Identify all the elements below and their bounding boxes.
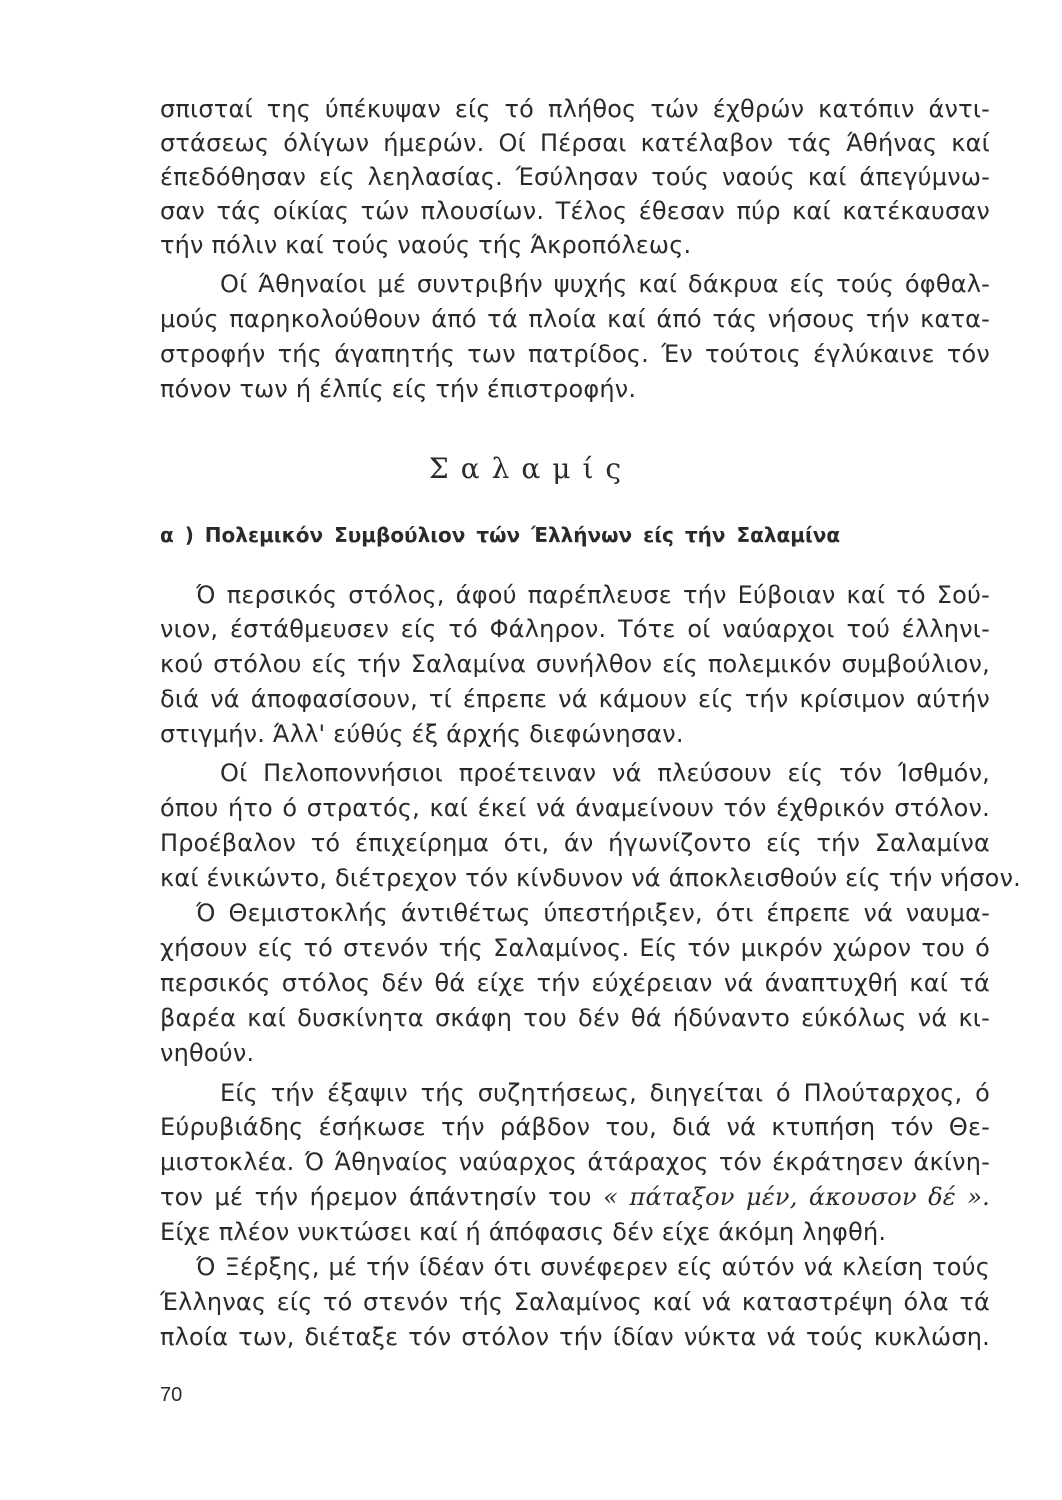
text-line: τήν πόλιν καί τούς ναούς τής Άκροπόλεως. xyxy=(160,231,692,259)
text-line: Έλληνας είς τό στενόν τής Σαλαμίνος καί νά καταστρέψη όλα τά xyxy=(160,1288,990,1316)
text-line: όπου ήτο ό στρατός, καί έκεί νά άναμείνουν τόν έχθρικόν στόλον. xyxy=(160,794,990,822)
text-line: στάσεως όλίγων ήμερών. Οί Πέρσαι κατέλαβον τάς Άθήνας καί xyxy=(160,129,990,157)
text-line: Ό Ξέρξης, μέ τήν ίδέαν ότι συνέφερεν είς αύτόν νά κλείση τούς xyxy=(196,1253,990,1281)
text-line: πόνον των ή έλπίς είς τήν έπιστροφήν. xyxy=(160,375,637,403)
text-line: μιστοκλέα. Ό Άθηναίος ναύαρχος άτάραχος τόν έκράτησεν άκίνη- xyxy=(160,1148,990,1176)
text-line xyxy=(160,1180,990,1214)
text-line: Προέβαλον τό έπιχείρημα ότι, άν ήγωνίζοντο είς τήν Σαλαμίνα xyxy=(160,829,990,857)
text-line: χήσουν είς τό στενόν τής Σαλαμίνος. Είς τόν μικρόν χώρον του ό xyxy=(160,934,990,962)
text-line: περσικός στόλος δέν θά είχε τήν εύχέρειαν νά άναπτυχθή καί τά xyxy=(160,969,990,997)
text-line: Είς τήν έξαψιν τής συζητήσεως, διηγείται ό Πλούταρχος, ό xyxy=(220,1079,990,1107)
text-line: σαν τάς οίκίας τών πλουσίων. Τέλος έθεσαν πύρ καί κατέκαυσαν xyxy=(160,197,990,225)
text-line: Είχε πλέον νυκτώσει καί ή άπόφασις δέν είχε άκόμη ληφθή. xyxy=(160,1218,887,1246)
text-line: νιον, έστάθμευσεν είς τό Φάληρον. Τότε οί ναύαρχοι τού έλληνι- xyxy=(160,615,990,643)
text-line: Εύρυβιάδης έσήκωσε τήν ράβδον του, διά νά κτυπήση τόν Θε- xyxy=(160,1113,990,1141)
page-number: 70 xyxy=(160,1384,183,1406)
text-segment: τον μέ τήν ήρεμον άπάντησίν του xyxy=(160,1183,592,1211)
text-line: στιγμήν. Άλλ' εύθύς έξ άρχής διεφώνησαν. xyxy=(160,720,684,748)
subsection-title: α ) Πολεμικόν Συμβούλιον τών Έλλήνων είς τήν Σαλαμίνα xyxy=(160,523,841,547)
text-line: βαρέα καί δυσκίνητα σκάφη του δέν θά ήδύναντο εύκόλως νά κι- xyxy=(160,1004,990,1032)
text-line: Ό Θεμιστοκλής άντιθέτως ύπεστήριξεν, ότι έπρεπε νά ναυμα- xyxy=(196,899,990,927)
text-line: Ό περσικός στόλος, άφού παρέπλευσε τήν Εύβοιαν καί τό Σού- xyxy=(196,581,990,609)
text-line: πλοία των, διέταξε τόν στόλον τήν ίδίαν νύκτα νά τούς κυκλώση. xyxy=(160,1323,990,1351)
section-title: Σαλαμίς xyxy=(428,452,634,485)
text-line: Οί Πελοποννήσιοι προέτειναν νά πλεύσουν είς τόν Ίσθμόν, xyxy=(220,759,990,787)
text-line: νηθούν. xyxy=(160,1039,255,1067)
text-line: σπισταί της ύπέκυψαν είς τό πλήθος τών έχθρών κατόπιν άντι- xyxy=(160,95,990,123)
text-line: στροφήν τής άγαπητής των πατρίδος. Έν τούτοις έγλύκαινε τόν xyxy=(160,340,990,368)
text-line: καί ένικώντο, διέτρεχον τόν κίνδυνον νά άποκλεισθούν είς τήν νήσον. xyxy=(160,864,1022,892)
text-line: Οί Άθηναίοι μέ συντριβήν ψυχής καί δάκρυα είς τούς όφθαλ- xyxy=(220,270,990,298)
text-line: κού στόλου είς τήν Σαλαμίνα συνήλθον είς πολεμικόν συμβούλιον, xyxy=(160,650,990,678)
text-line: μούς παρηκολούθουν άπό τά πλοία καί άπό τάς νήσους τήν κατα- xyxy=(160,305,990,333)
text-line: διά νά άποφασίσουν, τί έπρεπε νά κάμουν είς τήν κρίσιμον αύτήν xyxy=(160,685,990,713)
quote-text: « πάταξον μέν, άκουσον δέ ». xyxy=(603,1183,990,1211)
text-line: έπεδόθησαν είς λεηλασίας. Έσύλησαν τούς ναούς καί άπεγύμνω- xyxy=(160,163,990,191)
